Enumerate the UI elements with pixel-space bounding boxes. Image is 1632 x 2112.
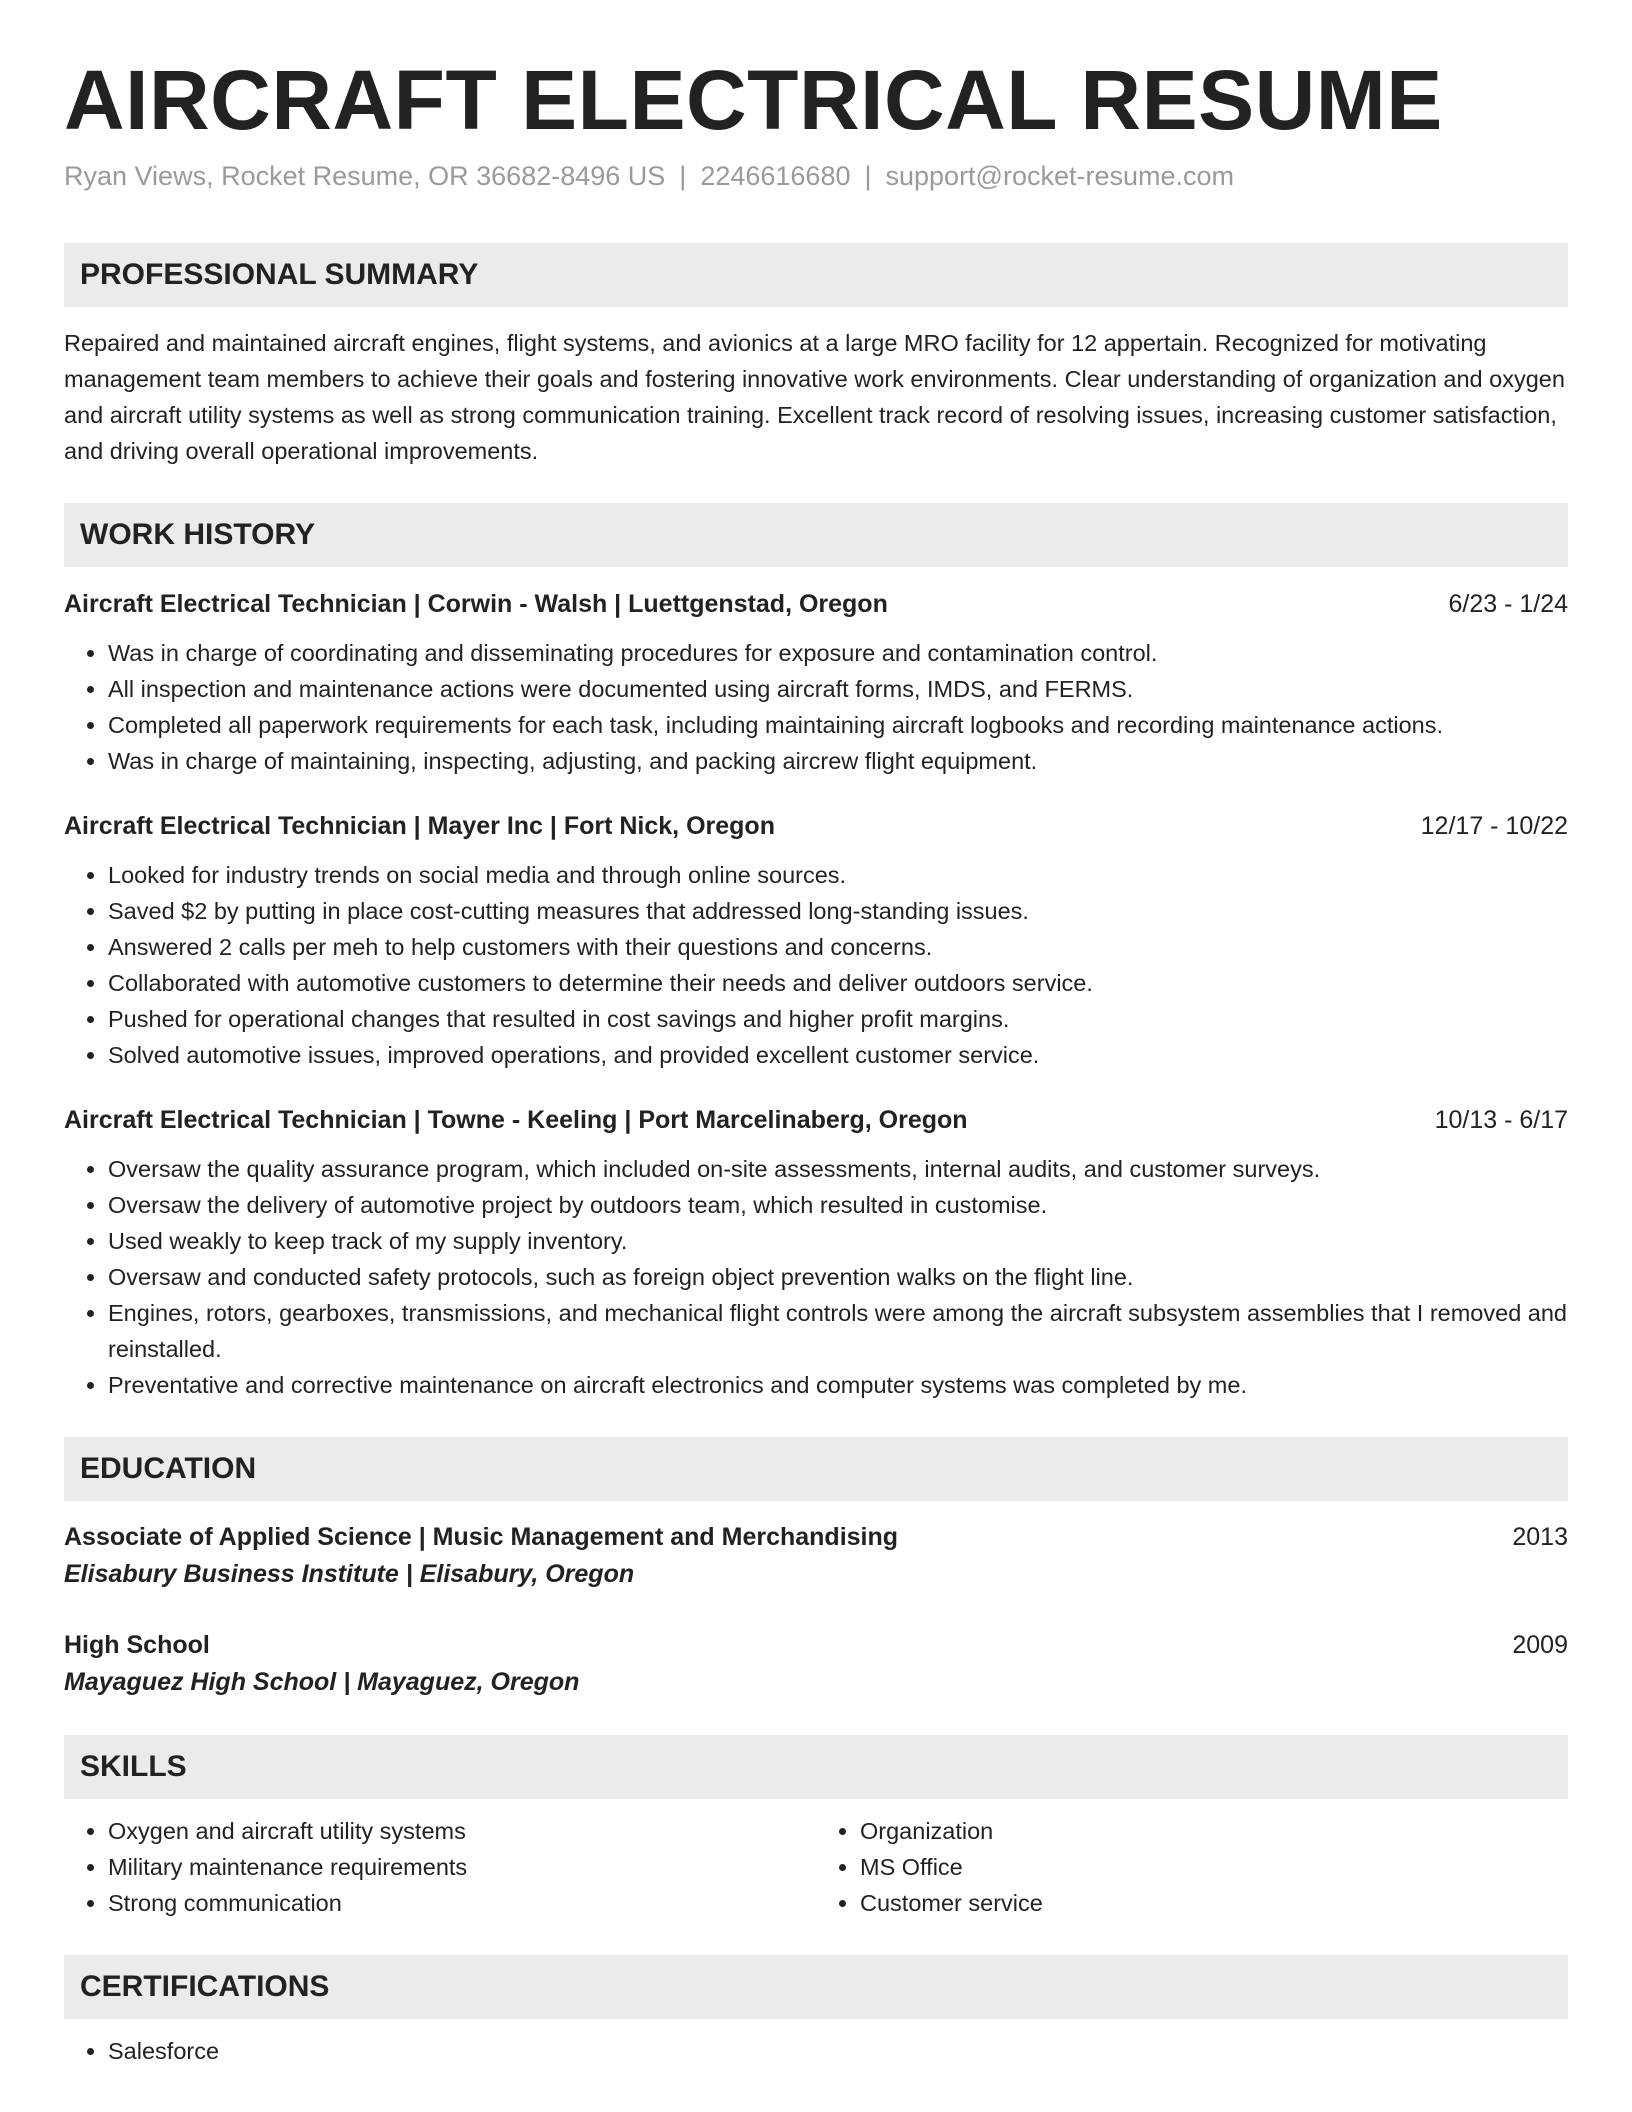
education-degree: High School bbox=[64, 1630, 210, 1659]
contact-separator: | bbox=[679, 161, 687, 192]
summary-text: Repaired and maintained aircraft engines, flight systems, and avionics at a large MRO facility for 12 appertain. Recognized for motivating management team members to achieve their goals and fostering innovative work environments. Clear understanding of organization and oxygen and aircraft utility systems as well as strong communication training. Excellent track record of resolving issues, increasing customer satisfaction, and driving overall operational improvements. bbox=[64, 329, 1565, 464]
job-dates: 12/17 - 10/22 bbox=[1420, 811, 1568, 840]
list-item: • Used weakly to keep track of my supply inventory. bbox=[108, 1223, 1568, 1259]
job-entry bbox=[64, 809, 1568, 1073]
education-entry bbox=[64, 1627, 1568, 1701]
skills-column-right bbox=[816, 1813, 1568, 1921]
list-item: • Customer service bbox=[860, 1885, 1568, 1921]
education-degree: Associate of Applied Science | Music Management and Merchandising bbox=[64, 1522, 899, 1551]
list-item: • Answered 2 calls per meh to help customers with their questions and concerns. bbox=[108, 929, 1568, 965]
list-item: • Was in charge of coordinating and disseminating procedures for exposure and contamination control. bbox=[108, 635, 1568, 671]
certifications-list bbox=[64, 2033, 1568, 2069]
job-bullets bbox=[64, 1151, 1568, 1403]
list-item: • Solved automotive issues, improved operations, and provided excellent customer service. bbox=[108, 1037, 1568, 1073]
list-item: • Preventative and corrective maintenance on aircraft electronics and computer systems was completed by me. bbox=[108, 1367, 1568, 1403]
section-heading-work-history: WORK HISTORY bbox=[64, 503, 1568, 567]
job-title: Aircraft Electrical Technician | Mayer Inc | Fort Nick, Oregon bbox=[64, 811, 775, 840]
education-header bbox=[64, 1519, 1568, 1555]
list-item: • Looked for industry trends on social media and through online sources. bbox=[108, 857, 1568, 893]
job-bullets bbox=[64, 857, 1568, 1073]
job-entry bbox=[64, 587, 1568, 779]
education-header bbox=[64, 1627, 1568, 1663]
section-heading-education: EDUCATION bbox=[64, 1437, 1568, 1501]
list-item: • Oversaw the quality assurance program, which included on-site assessments, internal audits, and customer surveys. bbox=[108, 1151, 1568, 1187]
list-item: • Strong communication bbox=[108, 1885, 816, 1921]
section-heading-skills: SKILLS bbox=[64, 1735, 1568, 1799]
list-item: • MS Office bbox=[860, 1849, 1568, 1885]
resume-title: AIRCRAFT ELECTRICAL RESUME bbox=[64, 53, 1443, 147]
section-heading-summary: PROFESSIONAL SUMMARY bbox=[64, 243, 1568, 307]
job-header bbox=[64, 587, 1568, 621]
section-heading-certifications: CERTIFICATIONS bbox=[64, 1955, 1568, 2019]
list-item: • Completed all paperwork requirements for each task, including maintaining aircraft logbooks and recording maintenance actions. bbox=[108, 707, 1568, 743]
job-header bbox=[64, 809, 1568, 843]
list-item: • Engines, rotors, gearboxes, transmissions, and mechanical flight controls were among the aircraft subsystem assemblies that I removed and reinstalled. bbox=[108, 1295, 1568, 1367]
skills-list bbox=[64, 1813, 1568, 1921]
contact-separator: | bbox=[864, 161, 872, 192]
list-item: • Pushed for operational changes that resulted in cost savings and higher profit margins. bbox=[108, 1001, 1568, 1037]
education-school: Mayaguez High School | Mayaguez, Oregon bbox=[64, 1667, 580, 1696]
list-item: • Was in charge of maintaining, inspecting, adjusting, and packing aircrew flight equipment. bbox=[108, 743, 1568, 779]
list-item: • Military maintenance requirements bbox=[108, 1849, 816, 1885]
job-title: Aircraft Electrical Technician | Towne - Keeling | Port Marcelinaberg, Oregon bbox=[64, 1105, 968, 1134]
list-item: • Oversaw the delivery of automotive project by outdoors team, which resulted in customise. bbox=[108, 1187, 1568, 1223]
skills-column-left bbox=[64, 1813, 816, 1921]
list-item: • Oxygen and aircraft utility systems bbox=[108, 1813, 816, 1849]
contact-address: Ryan Views, Rocket Resume, OR 36682-8496 US bbox=[64, 161, 666, 192]
contact-line bbox=[64, 160, 1568, 192]
job-title: Aircraft Electrical Technician | Corwin - Walsh | Luettgenstad, Oregon bbox=[64, 589, 888, 618]
list-item: • Organization bbox=[860, 1813, 1568, 1849]
contact-phone: 2246616680 bbox=[700, 161, 851, 192]
list-item: • Oversaw and conducted safety protocols, such as foreign object prevention walks on the flight line. bbox=[108, 1259, 1568, 1295]
list-item: • Salesforce bbox=[108, 2033, 1568, 2069]
education-year: 2009 bbox=[1512, 1630, 1568, 1659]
contact-email: support@rocket-resume.com bbox=[885, 161, 1235, 192]
education-school: Elisabury Business Institute | Elisabury, Oregon bbox=[64, 1559, 635, 1588]
list-item: • Saved $2 by putting in place cost-cutting measures that addressed long-standing issues. bbox=[108, 893, 1568, 929]
job-entry bbox=[64, 1103, 1568, 1403]
job-dates: 6/23 - 1/24 bbox=[1448, 589, 1568, 618]
job-dates: 10/13 - 6/17 bbox=[1434, 1105, 1568, 1134]
list-item: • All inspection and maintenance actions were documented using aircraft forms, IMDS, and FERMS. bbox=[108, 671, 1568, 707]
job-bullets bbox=[64, 635, 1568, 779]
education-year: 2013 bbox=[1512, 1522, 1568, 1551]
list-item: • Collaborated with automotive customers to determine their needs and deliver outdoors service. bbox=[108, 965, 1568, 1001]
job-header bbox=[64, 1103, 1568, 1137]
education-entry bbox=[64, 1519, 1568, 1593]
